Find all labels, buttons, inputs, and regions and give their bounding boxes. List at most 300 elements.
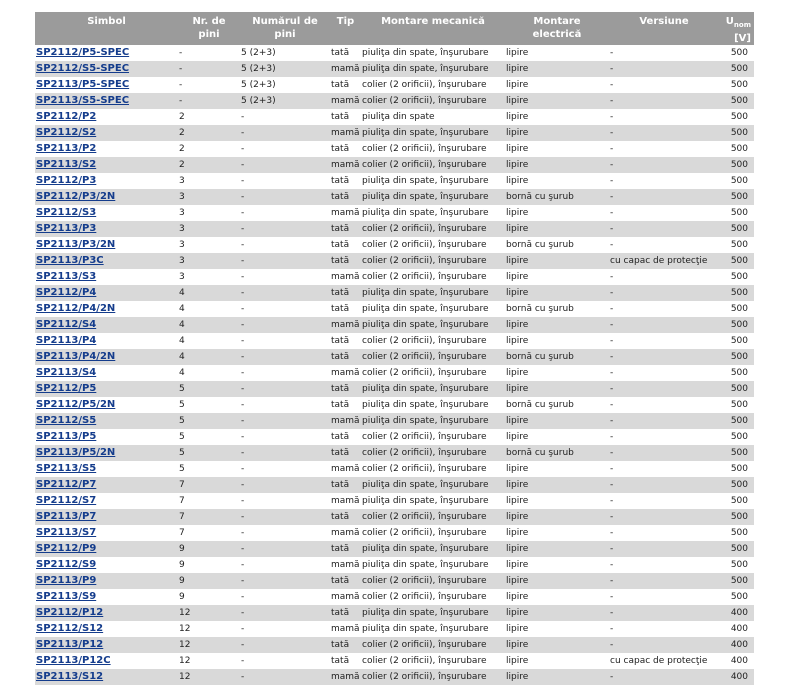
product-link[interactable]: SP2112/P3/2N — [36, 191, 116, 202]
cell-versiune: - — [609, 45, 719, 61]
cell-unom: 500 — [719, 109, 754, 125]
cell-versiune: - — [609, 589, 719, 605]
cell-unom: 500 — [719, 173, 754, 189]
cell-tip: tată — [330, 637, 361, 653]
cell-numarul-pini: - — [240, 221, 330, 237]
cell-montare-mecanica: piuliţa din spate, înşurubare — [361, 45, 505, 61]
cell-montare-electrica: lipire — [505, 253, 609, 269]
product-link[interactable]: SP2113/P5 — [36, 431, 97, 442]
cell-montare-electrica: lipire — [505, 61, 609, 77]
product-link[interactable]: SP2112/S3 — [36, 207, 97, 218]
cell-numarul-pini: - — [240, 461, 330, 477]
cell-unom: 500 — [719, 333, 754, 349]
product-link[interactable]: SP2112/P3 — [36, 175, 97, 186]
cell-unom: 500 — [719, 125, 754, 141]
cell-versiune: - — [609, 317, 719, 333]
cell-simbol — [35, 573, 178, 589]
cell-versiune: - — [609, 173, 719, 189]
cell-unom: 500 — [719, 573, 754, 589]
product-link[interactable]: SP2113/P3/2N — [36, 239, 116, 250]
cell-montare-mecanica: colier (2 orificii), înşurubare — [361, 349, 505, 365]
cell-montare-mecanica: piuliţa din spate, înşurubare — [361, 493, 505, 509]
cell-unom: 500 — [719, 365, 754, 381]
cell-nr-pini: 9 — [178, 589, 240, 605]
product-link[interactable]: SP2112/P5 — [36, 383, 97, 394]
cell-simbol — [35, 189, 178, 205]
table-row — [35, 541, 754, 557]
cell-nr-pini: 3 — [178, 189, 240, 205]
cell-unom: 500 — [719, 461, 754, 477]
cell-montare-electrica: lipire — [505, 333, 609, 349]
cell-simbol — [35, 557, 178, 573]
cell-numarul-pini: 5 (2+3) — [240, 77, 330, 93]
table-row — [35, 317, 754, 333]
table-row — [35, 445, 754, 461]
cell-versiune: - — [609, 109, 719, 125]
table-row — [35, 205, 754, 221]
cell-tip: tată — [330, 45, 361, 61]
cell-nr-pini: 7 — [178, 509, 240, 525]
cell-versiune: - — [609, 397, 719, 413]
cell-versiune: - — [609, 333, 719, 349]
cell-unom: 500 — [719, 381, 754, 397]
cell-versiune: - — [609, 509, 719, 525]
product-link[interactable]: SP2113/S5-SPEC — [36, 95, 130, 106]
cell-montare-electrica: lipire — [505, 429, 609, 445]
table-row — [35, 141, 754, 157]
cell-tip: mamă — [330, 557, 361, 573]
cell-tip: tată — [330, 285, 361, 301]
cell-unom: 500 — [719, 349, 754, 365]
cell-tip: tată — [330, 509, 361, 525]
cell-numarul-pini: - — [240, 381, 330, 397]
product-link[interactable]: SP2113/S12 — [36, 671, 104, 682]
product-link[interactable]: SP2112/S2 — [36, 127, 97, 138]
table-row — [35, 125, 754, 141]
cell-tip: tată — [330, 189, 361, 205]
header-nr-pini: Nr. de pini — [178, 12, 240, 45]
header-versiune: Versiune — [609, 12, 719, 45]
header-montare-mecanica: Montare mecanică — [361, 12, 505, 45]
cell-numarul-pini: - — [240, 237, 330, 253]
cell-unom: 400 — [719, 605, 754, 621]
cell-unom: 500 — [719, 189, 754, 205]
cell-numarul-pini: - — [240, 589, 330, 605]
product-link[interactable]: SP2112/P5-SPEC — [36, 47, 130, 58]
cell-numarul-pini: - — [240, 573, 330, 589]
cell-nr-pini: 4 — [178, 285, 240, 301]
cell-tip: mamă — [330, 93, 361, 109]
product-link[interactable]: SP2113/S7 — [36, 527, 97, 538]
cell-simbol — [35, 461, 178, 477]
cell-simbol — [35, 269, 178, 285]
cell-tip: tată — [330, 333, 361, 349]
cell-montare-mecanica: colier (2 orificii), înşurubare — [361, 221, 505, 237]
product-link[interactable]: SP2113/P7 — [36, 511, 97, 522]
cell-montare-mecanica: piuliţa din spate, înşurubare — [361, 301, 505, 317]
cell-nr-pini: 3 — [178, 205, 240, 221]
cell-nr-pini: 4 — [178, 365, 240, 381]
cell-montare-mecanica: piuliţa din spate, înşurubare — [361, 189, 505, 205]
table-row — [35, 557, 754, 573]
cell-montare-electrica: lipire — [505, 573, 609, 589]
cell-montare-electrica: lipire — [505, 589, 609, 605]
cell-montare-electrica: lipire — [505, 477, 609, 493]
cell-montare-mecanica: colier (2 orificii), înşurubare — [361, 93, 505, 109]
table-row — [35, 525, 754, 541]
cell-tip: tată — [330, 653, 361, 669]
cell-simbol — [35, 381, 178, 397]
cell-tip: tată — [330, 237, 361, 253]
product-link[interactable]: SP2112/P9 — [36, 543, 97, 554]
product-link[interactable]: SP2113/P4/2N — [36, 351, 116, 362]
cell-nr-pini: 2 — [178, 157, 240, 173]
cell-unom: 500 — [719, 413, 754, 429]
table-row — [35, 269, 754, 285]
cell-versiune: - — [609, 605, 719, 621]
product-link[interactable]: SP2112/P2 — [36, 111, 97, 122]
cell-versiune: - — [609, 621, 719, 637]
product-link[interactable]: SP2112/P4/2N — [36, 303, 116, 314]
cell-numarul-pini: - — [240, 173, 330, 189]
cell-montare-electrica: lipire — [505, 381, 609, 397]
product-link[interactable]: SP2112/P7 — [36, 479, 97, 490]
cell-montare-electrica: bornă cu şurub — [505, 301, 609, 317]
cell-simbol — [35, 317, 178, 333]
cell-montare-electrica: lipire — [505, 413, 609, 429]
product-link[interactable]: SP2113/P3C — [36, 255, 104, 266]
table-row — [35, 253, 754, 269]
table-row — [35, 429, 754, 445]
cell-unom: 500 — [719, 221, 754, 237]
product-link[interactable]: SP2113/S3 — [36, 271, 97, 282]
cell-unom: 500 — [719, 589, 754, 605]
cell-unom: 500 — [719, 61, 754, 77]
cell-nr-pini: 3 — [178, 173, 240, 189]
cell-montare-mecanica: colier (2 orificii), înşurubare — [361, 365, 505, 381]
cell-simbol — [35, 205, 178, 221]
cell-nr-pini: 7 — [178, 493, 240, 509]
cell-numarul-pini: - — [240, 557, 330, 573]
cell-nr-pini: 12 — [178, 653, 240, 669]
cell-tip: tată — [330, 397, 361, 413]
cell-tip: tată — [330, 173, 361, 189]
cell-versiune: - — [609, 541, 719, 557]
cell-montare-electrica: lipire — [505, 637, 609, 653]
cell-simbol — [35, 77, 178, 93]
cell-numarul-pini: - — [240, 253, 330, 269]
cell-nr-pini: 5 — [178, 397, 240, 413]
cell-tip: tată — [330, 221, 361, 237]
cell-unom: 500 — [719, 429, 754, 445]
cell-montare-mecanica: colier (2 orificii), înşurubare — [361, 589, 505, 605]
cell-versiune: - — [609, 157, 719, 173]
table-row — [35, 45, 754, 61]
cell-simbol — [35, 253, 178, 269]
cell-montare-mecanica: colier (2 orificii), înşurubare — [361, 237, 505, 253]
cell-unom: 500 — [719, 445, 754, 461]
cell-simbol — [35, 669, 178, 685]
table-row — [35, 77, 754, 93]
cell-tip: tată — [330, 77, 361, 93]
cell-tip: mamă — [330, 125, 361, 141]
cell-simbol — [35, 237, 178, 253]
cell-montare-electrica: lipire — [505, 125, 609, 141]
cell-simbol — [35, 637, 178, 653]
cell-simbol — [35, 93, 178, 109]
table-row — [35, 221, 754, 237]
cell-montare-electrica: lipire — [505, 557, 609, 573]
cell-unom: 500 — [719, 557, 754, 573]
cell-numarul-pini: - — [240, 653, 330, 669]
cell-unom: 500 — [719, 45, 754, 61]
cell-montare-mecanica: piuliţa din spate, înşurubare — [361, 621, 505, 637]
cell-versiune: - — [609, 61, 719, 77]
table-row — [35, 653, 754, 669]
cell-nr-pini: 3 — [178, 253, 240, 269]
table-row — [35, 157, 754, 173]
cell-montare-mecanica: piuliţa din spate, înşurubare — [361, 317, 505, 333]
cell-nr-pini: - — [178, 93, 240, 109]
cell-simbol — [35, 61, 178, 77]
cell-nr-pini: 12 — [178, 621, 240, 637]
table-row — [35, 237, 754, 253]
header-unom-sub: nom — [733, 21, 751, 29]
cell-nr-pini: 5 — [178, 413, 240, 429]
cell-simbol — [35, 445, 178, 461]
product-link[interactable]: SP2113/P5/2N — [36, 447, 116, 458]
table-row — [35, 301, 754, 317]
cell-montare-mecanica: piuliţa din spate, înşurubare — [361, 605, 505, 621]
cell-simbol — [35, 173, 178, 189]
cell-tip: mamă — [330, 669, 361, 685]
cell-numarul-pini: - — [240, 109, 330, 125]
header-simbol: Simbol — [35, 12, 178, 45]
cell-numarul-pini: - — [240, 637, 330, 653]
cell-nr-pini: - — [178, 45, 240, 61]
cell-nr-pini: 4 — [178, 317, 240, 333]
cell-nr-pini: 2 — [178, 109, 240, 125]
cell-simbol — [35, 285, 178, 301]
cell-numarul-pini: - — [240, 621, 330, 637]
cell-simbol — [35, 349, 178, 365]
cell-numarul-pini: - — [240, 125, 330, 141]
cell-simbol — [35, 125, 178, 141]
cell-unom: 500 — [719, 525, 754, 541]
cell-tip: tată — [330, 429, 361, 445]
product-link[interactable]: SP2112/P12 — [36, 607, 104, 618]
product-link[interactable]: SP2112/S9 — [36, 559, 97, 570]
cell-montare-electrica: lipire — [505, 77, 609, 93]
cell-nr-pini: 7 — [178, 477, 240, 493]
cell-montare-electrica: lipire — [505, 141, 609, 157]
cell-nr-pini: 12 — [178, 637, 240, 653]
cell-tip: tată — [330, 477, 361, 493]
table-body — [35, 45, 754, 685]
cell-montare-mecanica: piuliţa din spate, înşurubare — [361, 125, 505, 141]
product-link[interactable]: SP2113/S2 — [36, 159, 97, 170]
product-link[interactable]: SP2113/P3 — [36, 223, 97, 234]
product-link[interactable]: SP2113/P12 — [36, 639, 104, 650]
cell-montare-mecanica: piuliţa din spate, înşurubare — [361, 477, 505, 493]
cell-unom: 500 — [719, 493, 754, 509]
cell-montare-electrica: lipire — [505, 621, 609, 637]
cell-simbol — [35, 429, 178, 445]
table-row — [35, 365, 754, 381]
product-link[interactable]: SP2112/S4 — [36, 319, 97, 330]
cell-simbol — [35, 397, 178, 413]
header-unom-unit: [V] — [734, 33, 751, 44]
cell-versiune: - — [609, 669, 719, 685]
cell-numarul-pini: - — [240, 205, 330, 221]
cell-tip: mamă — [330, 317, 361, 333]
cell-unom: 500 — [719, 205, 754, 221]
product-link[interactable]: SP2112/S12 — [36, 623, 104, 634]
cell-numarul-pini: - — [240, 141, 330, 157]
product-link[interactable]: SP2113/P5-SPEC — [36, 79, 130, 90]
cell-unom: 500 — [719, 77, 754, 93]
cell-simbol — [35, 333, 178, 349]
cell-tip: tată — [330, 573, 361, 589]
cell-montare-mecanica: colier (2 orificii), înşurubare — [361, 333, 505, 349]
table-row — [35, 573, 754, 589]
header-unom-u: U — [725, 16, 734, 27]
cell-simbol — [35, 493, 178, 509]
cell-nr-pini: 5 — [178, 445, 240, 461]
cell-montare-mecanica: colier (2 orificii), înşurubare — [361, 461, 505, 477]
table-row — [35, 669, 754, 685]
cell-montare-mecanica: colier (2 orificii), înşurubare — [361, 525, 505, 541]
cell-versiune: - — [609, 237, 719, 253]
cell-numarul-pini: - — [240, 397, 330, 413]
cell-montare-electrica: lipire — [505, 269, 609, 285]
cell-simbol — [35, 477, 178, 493]
cell-numarul-pini: - — [240, 509, 330, 525]
cell-simbol — [35, 509, 178, 525]
product-link[interactable]: SP2112/P4 — [36, 287, 97, 298]
cell-numarul-pini: - — [240, 301, 330, 317]
cell-numarul-pini: - — [240, 189, 330, 205]
product-link[interactable]: SP2112/S7 — [36, 495, 97, 506]
cell-simbol — [35, 605, 178, 621]
header-tip: Tip — [330, 12, 361, 45]
header-unom — [719, 12, 754, 45]
table-row — [35, 493, 754, 509]
cell-unom: 500 — [719, 397, 754, 413]
cell-montare-electrica: lipire — [505, 493, 609, 509]
cell-tip: tată — [330, 381, 361, 397]
cell-tip: mamă — [330, 461, 361, 477]
cell-versiune: - — [609, 269, 719, 285]
cell-tip: tată — [330, 541, 361, 557]
cell-montare-mecanica: colier (2 orificii), înşurubare — [361, 429, 505, 445]
cell-nr-pini: 9 — [178, 541, 240, 557]
cell-unom: 500 — [719, 237, 754, 253]
cell-simbol — [35, 365, 178, 381]
product-link[interactable]: SP2113/S9 — [36, 591, 97, 602]
cell-nr-pini: 5 — [178, 381, 240, 397]
cell-simbol — [35, 413, 178, 429]
cell-tip: tată — [330, 253, 361, 269]
cell-numarul-pini: - — [240, 429, 330, 445]
cell-numarul-pini: - — [240, 413, 330, 429]
table-row — [35, 349, 754, 365]
cell-nr-pini: 12 — [178, 669, 240, 685]
cell-versiune: cu capac de protecţie — [609, 653, 719, 669]
cell-montare-electrica: lipire — [505, 541, 609, 557]
cell-nr-pini: 4 — [178, 349, 240, 365]
cell-versiune: - — [609, 477, 719, 493]
cell-nr-pini: 9 — [178, 557, 240, 573]
cell-numarul-pini: 5 (2+3) — [240, 93, 330, 109]
cell-versiune: - — [609, 365, 719, 381]
cell-simbol — [35, 541, 178, 557]
product-link[interactable]: SP2112/S5-SPEC — [36, 63, 130, 74]
product-link[interactable]: SP2113/P4 — [36, 335, 97, 346]
cell-unom: 500 — [719, 541, 754, 557]
product-link[interactable]: SP2113/P9 — [36, 575, 97, 586]
product-link[interactable]: SP2112/S5 — [36, 415, 97, 426]
cell-nr-pini: 2 — [178, 125, 240, 141]
cell-tip: tată — [330, 349, 361, 365]
cell-unom: 400 — [719, 637, 754, 653]
cell-simbol — [35, 301, 178, 317]
cell-unom: 400 — [719, 653, 754, 669]
cell-montare-electrica: lipire — [505, 205, 609, 221]
cell-nr-pini: 12 — [178, 605, 240, 621]
cell-numarul-pini: - — [240, 157, 330, 173]
cell-tip: tată — [330, 141, 361, 157]
cell-unom: 500 — [719, 141, 754, 157]
cell-numarul-pini: - — [240, 493, 330, 509]
cell-unom: 500 — [719, 93, 754, 109]
cell-simbol — [35, 221, 178, 237]
cell-versiune: - — [609, 77, 719, 93]
cell-versiune: - — [609, 205, 719, 221]
cell-numarul-pini: - — [240, 445, 330, 461]
cell-montare-electrica: lipire — [505, 173, 609, 189]
cell-versiune: - — [609, 413, 719, 429]
cell-montare-mecanica: colier (2 orificii), înşurubare — [361, 157, 505, 173]
product-link[interactable]: SP2113/S4 — [36, 367, 97, 378]
cell-versiune: cu capac de protecţie — [609, 253, 719, 269]
product-link[interactable]: SP2112/P5/2N — [36, 399, 116, 410]
cell-unom: 500 — [719, 253, 754, 269]
cell-nr-pini: 2 — [178, 141, 240, 157]
cell-tip: mamă — [330, 205, 361, 221]
product-link[interactable]: SP2113/P2 — [36, 143, 97, 154]
cell-nr-pini: 4 — [178, 333, 240, 349]
cell-tip: mamă — [330, 525, 361, 541]
header-numarul-pini: Numărul de pini — [240, 12, 330, 45]
cell-montare-electrica: lipire — [505, 669, 609, 685]
cell-unom: 500 — [719, 477, 754, 493]
table-row — [35, 589, 754, 605]
cell-numarul-pini: - — [240, 365, 330, 381]
cell-simbol — [35, 157, 178, 173]
cell-tip: mamă — [330, 621, 361, 637]
cell-simbol — [35, 653, 178, 669]
product-link[interactable]: SP2113/P12C — [36, 655, 111, 666]
cell-unom: 500 — [719, 317, 754, 333]
product-table — [35, 12, 754, 685]
cell-numarul-pini: 5 (2+3) — [240, 45, 330, 61]
cell-numarul-pini: 5 (2+3) — [240, 61, 330, 77]
product-link[interactable]: SP2113/S5 — [36, 463, 97, 474]
cell-versiune: - — [609, 573, 719, 589]
cell-tip: tată — [330, 605, 361, 621]
cell-montare-electrica: bornă cu şurub — [505, 189, 609, 205]
